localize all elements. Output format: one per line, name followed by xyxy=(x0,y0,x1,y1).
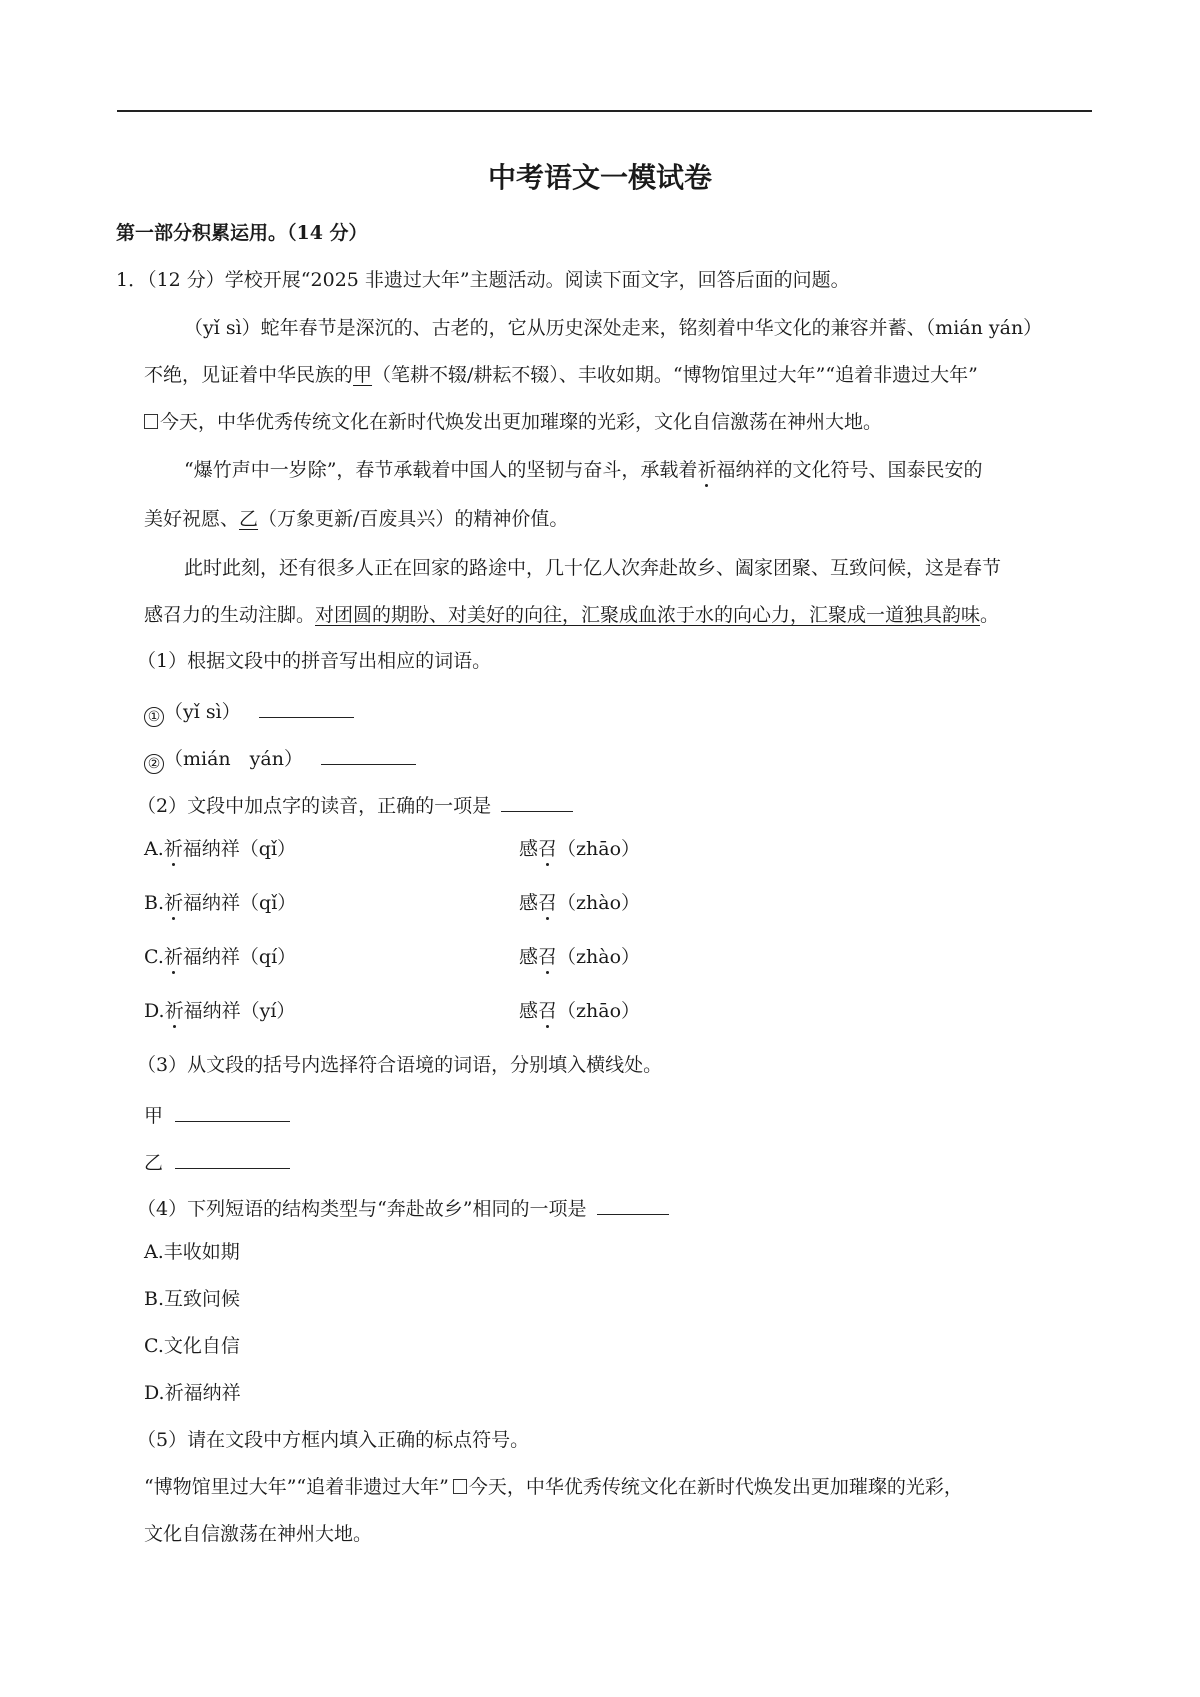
passage-p1-line1: （yǐ sì）蛇年春节是深沉的、古老的，它从历史深处走来，铭刻着中华文化的兼容并蓄、（mián yán） xyxy=(184,317,1043,339)
dotted-char-qi: 祈 xyxy=(697,459,717,481)
sub4-prompt: （4）下列短语的结构类型与“奔赴故乡”相同的一项是 xyxy=(137,1196,669,1219)
sub3-prompt: （3）从文段的括号内选择符合语境的词语，分别填入横线处。 xyxy=(137,1054,663,1076)
passage-p2-line1: “爆竹声中一岁除”，春节承载着中国人的坚韧与奋斗，承载着祈福纳祥的文化符号、国泰民安的 xyxy=(184,459,983,481)
sub2-option-c[interactable]: C.祈福纳祥（qí） 感召（zhào） xyxy=(144,946,641,968)
passage-p1-line3: 今天，中华优秀传统文化在新时代焕发出更加璀璨的光彩，文化自信激荡在神州大地。 xyxy=(144,413,882,432)
sub2-option-b[interactable]: B.祈福纳祥（qǐ） 感召（zhào） xyxy=(144,892,641,914)
blank-jia-marker: 甲 xyxy=(353,364,373,386)
answer-blank[interactable] xyxy=(259,699,354,718)
sub1-item2: ② （mián yán） xyxy=(144,746,416,774)
answer-blank[interactable] xyxy=(501,793,573,812)
answer-blank[interactable] xyxy=(321,746,416,765)
answer-blank[interactable] xyxy=(597,1196,669,1215)
answer-blank[interactable] xyxy=(175,1103,290,1122)
section-heading: 第一部分积累运用。（14 分） xyxy=(116,222,368,244)
sub2-option-d[interactable]: D.祈福纳祥（yí） 感召（zhāo） xyxy=(144,1000,641,1022)
sub4-option-b[interactable]: B.互致问候 xyxy=(144,1288,241,1310)
answer-blank[interactable] xyxy=(175,1150,290,1169)
sub5-line1: “博物馆里过大年”“追着非遗过大年” 今天，中华优秀传统文化在新时代焕发出更加璀璨的光彩， xyxy=(144,1476,963,1498)
question-1-intro: 1．（12 分）学校开展“2025 非遗过大年”主题活动。阅读下面文字，回答后面的问题。 xyxy=(116,269,850,291)
sub2-prompt: （2）文段中加点字的读音，正确的一项是 xyxy=(137,793,573,816)
sub4-option-a[interactable]: A.丰收如期 xyxy=(144,1241,240,1263)
sub3-yi: 乙 xyxy=(144,1150,290,1173)
sub4-option-c[interactable]: C.文化自信 xyxy=(144,1335,240,1357)
circled-number-1: ① xyxy=(144,707,164,727)
sub4-option-d[interactable]: D.祈福纳祥 xyxy=(144,1382,241,1404)
passage-p1-line2: 不绝，见证着中华民族的甲（笔耕不辍/耕耘不辍）、丰收如期。“博物馆里过大年”“追着非遗过大年” xyxy=(144,364,978,386)
punctuation-box[interactable] xyxy=(453,1479,467,1494)
sub1-prompt: （1）根据文段中的拼音写出相应的词语。 xyxy=(137,650,492,672)
page-title: 中考语文一模试卷 xyxy=(487,161,712,194)
sub5-prompt: （5）请在文段中方框内填入正确的标点符号。 xyxy=(137,1429,530,1451)
circled-number-2: ② xyxy=(144,754,164,774)
passage-p2-line2: 美好祝愿、乙（万象更新/百废具兴）的精神价值。 xyxy=(144,508,569,530)
sub5-line2: 文化自信激荡在神州大地。 xyxy=(144,1523,373,1545)
passage-p3-line1: 此时此刻，还有很多人正在回家的路途中，几十亿人次奔赴故乡、阖家团聚、互致问候，这是春节 xyxy=(184,557,1002,579)
sub2-option-a[interactable]: A.祈福纳祥（qǐ） 感召（zhāo） xyxy=(144,838,641,860)
header-rule xyxy=(117,110,1092,112)
passage-p3-line2: 感召力的生动注脚。对团圆的期盼、对美好的向往，汇聚成血浓于水的向心力，汇聚成一道独具韵味。 xyxy=(144,604,1000,626)
underlined-sentence: 对团圆的期盼、对美好的向往，汇聚成血浓于水的向心力，汇聚成一道独具韵味 xyxy=(315,604,981,626)
punctuation-box xyxy=(144,414,158,429)
sub1-item1: ① （yǐ sì） xyxy=(144,699,354,727)
blank-yi-marker: 乙 xyxy=(239,508,259,530)
sub3-jia: 甲 xyxy=(144,1103,290,1126)
